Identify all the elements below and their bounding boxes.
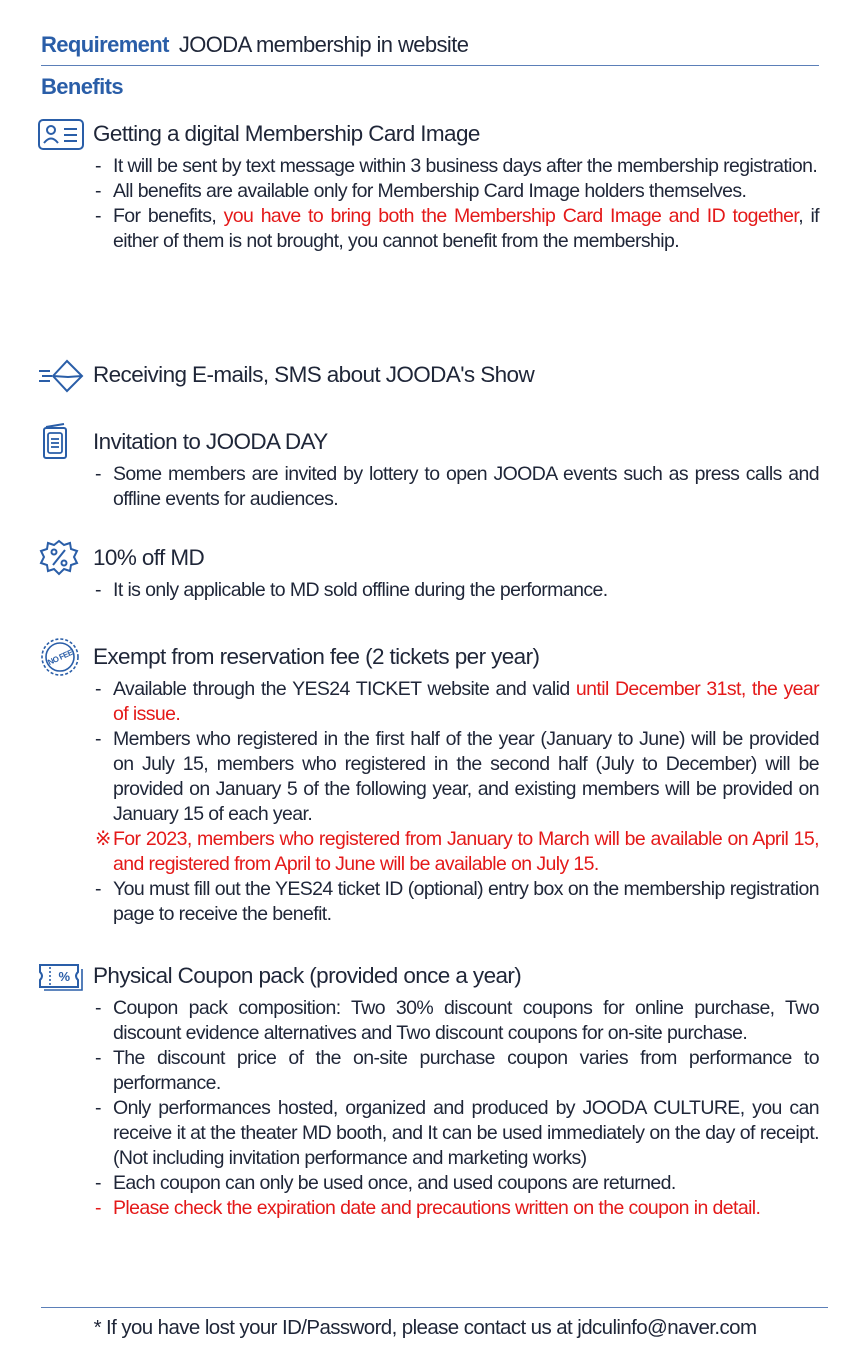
footer-contact <box>0 1316 850 1340</box>
section-title: 10% off MD <box>93 545 205 570</box>
section-header <box>40 959 819 993</box>
list-item: - For benefits, you have to bring both the Membership Card Image and ID together, if either of them is not brought, you cannot benefit from the membership. <box>95 205 819 252</box>
section-md-discount <box>40 541 819 603</box>
svg-text:NO FEE: NO FEE <box>46 647 74 668</box>
list-item: - Some members are invited by lottery to open JOODA events such as press calls and offline events for audiences. <box>95 463 819 510</box>
footer-divider <box>41 1307 828 1308</box>
list-item-notice: ※ For 2023, members who registered from January to March will be available on April 15, and registered from April to June will be available on July 15. <box>95 828 819 875</box>
highlight-text: you have to bring both the Membership Card Image and ID together <box>223 205 799 227</box>
section-fee-exempt <box>40 640 819 927</box>
svg-text:%: % <box>58 969 70 984</box>
section-membership-card <box>40 117 819 254</box>
item-list <box>95 996 819 1221</box>
section-header <box>40 640 819 674</box>
section-title: Invitation to JOODA DAY <box>93 429 328 454</box>
section-coupon-pack <box>40 959 819 1221</box>
id-card-icon <box>38 116 84 152</box>
contact-email[interactable]: jdculinfo@naver.com <box>577 1316 757 1339</box>
section-invitation <box>40 425 819 512</box>
list-item: - Available through the YES24 TICKET website and valid until December 31st, the year of issue. <box>95 678 820 725</box>
section-header <box>40 358 819 392</box>
list-item: - It will be sent by text message within 3 business days after the membership registration. <box>95 155 818 177</box>
list-item: - It is only applicable to MD sold offline during the performance. <box>95 579 608 601</box>
list-item: - Coupon pack composition: Two 30% discount coupons for online purchase, Two discount evidence alternatives and Two discount coupons for on-site purchase. <box>95 997 819 1044</box>
item-list <box>95 154 819 254</box>
requirement-header <box>41 32 819 66</box>
section-title: Physical Coupon pack (provided once a year) <box>93 963 522 988</box>
no-fee-stamp-icon <box>38 639 84 675</box>
list-item: - Each coupon can only be used once, and used coupons are returned. <box>95 1172 676 1194</box>
invitation-ticket-icon <box>38 424 84 460</box>
section-emails-sms <box>40 358 819 392</box>
send-mail-icon <box>38 357 84 393</box>
section-header <box>40 117 819 151</box>
coupon-icon <box>38 958 84 994</box>
list-item: - All benefits are available only for Membership Card Image holders themselves. <box>95 180 747 202</box>
section-header <box>40 541 819 575</box>
section-title: Receiving E-mails, SMS about JOODA's Show <box>93 362 535 387</box>
list-item: - You must fill out the YES24 ticket ID (optional) entry box on the membership registration page to receive the benefit. <box>95 878 819 925</box>
section-title: Getting a digital Membership Card Image <box>93 121 480 146</box>
discount-badge-icon <box>38 540 84 576</box>
benefits-title: Benefits <box>41 74 123 99</box>
list-item: - The discount price of the on-site purchase coupon varies from performance to performance. <box>95 1047 819 1094</box>
highlight-text: until December 31st, the year of issue. <box>113 678 820 725</box>
section-title: Exempt from reservation fee (2 tickets per year) <box>93 644 540 669</box>
item-list <box>95 578 819 603</box>
requirement-label: Requirement <box>41 32 169 57</box>
requirement-text: JOODA membership in website <box>178 32 469 57</box>
footer-text: * If you have lost your ID/Password, please contact us at <box>93 1316 578 1339</box>
list-item: - Members who registered in the first half of the year (January to June) will be provided on July 15, members who registered in the second half (July to December) will be provided on January 5 of the following year, and existing members will be provided on January 15 of each year. <box>95 728 819 825</box>
list-item-notice: - Please check the expiration date and precautions written on the coupon in detail. <box>95 1197 761 1219</box>
item-list <box>95 462 819 512</box>
section-header <box>40 425 819 459</box>
item-list <box>95 677 819 927</box>
list-item: - Only performances hosted, organized and produced by JOODA CULTURE, you can receive it at the theater MD booth, and It can be used immediately on the day of receipt. (Not including invitation performance and marketing works) <box>95 1097 819 1169</box>
